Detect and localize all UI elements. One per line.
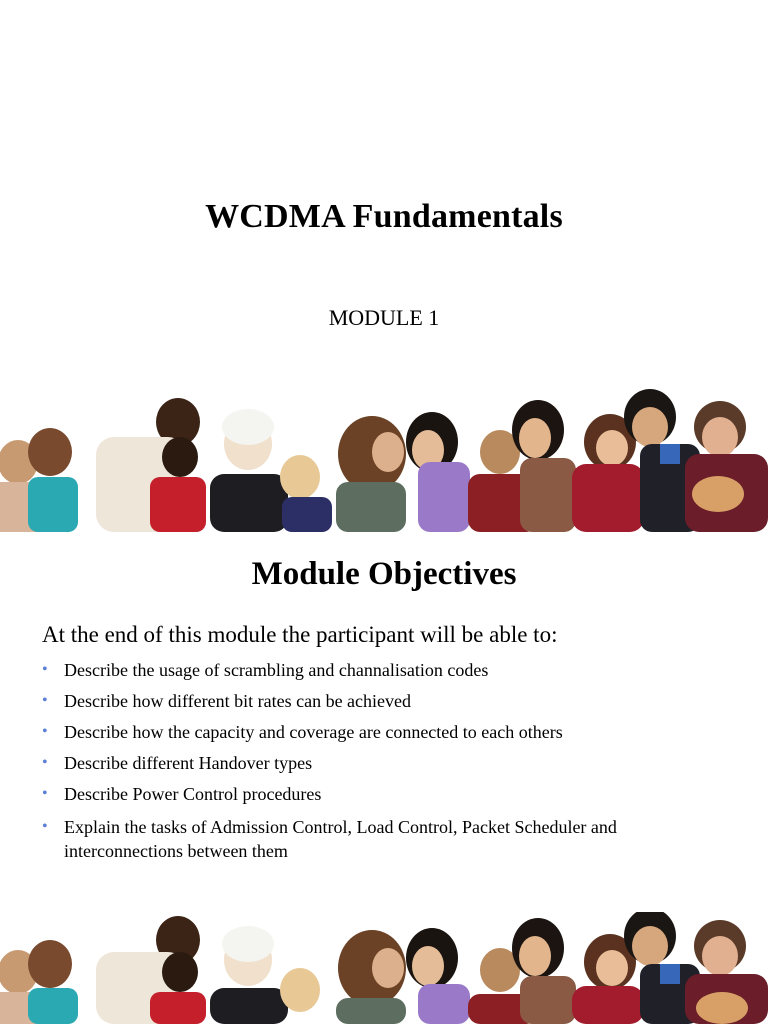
list-item: • Explain the tasks of Admission Control, Load Control, Packet Scheduler and interconnections between them xyxy=(42,817,617,861)
slide-title: WCDMA Fundamentals xyxy=(205,198,563,235)
list-item: • Describe different Handover types xyxy=(42,753,313,773)
people-group-photo xyxy=(0,912,768,1024)
list-item: • Describe how different bit rates can be achieved xyxy=(42,691,412,711)
list-item: • Describe the usage of scrambling and channalisation codes xyxy=(42,660,489,680)
list-item: • Describe how the capacity and coverage are connected to each others xyxy=(42,722,563,742)
bullet-icon: • xyxy=(42,723,48,740)
bullet-icon: • xyxy=(42,754,48,771)
objectives-slide xyxy=(0,532,768,1024)
bullet-icon: • xyxy=(42,785,48,802)
list-item: • Describe Power Control procedures xyxy=(42,784,322,804)
slide-subtitle: MODULE 1 xyxy=(328,305,440,330)
objectives-list xyxy=(42,658,732,863)
people-group-photo xyxy=(0,382,768,532)
bullet-icon: • xyxy=(42,692,48,709)
bullet-icon: • xyxy=(42,818,48,835)
objectives-title: Module Objectives xyxy=(251,556,517,592)
objectives-lead: At the end of this module the participant will be able to: xyxy=(42,622,558,647)
bullet-icon: • xyxy=(42,661,48,678)
